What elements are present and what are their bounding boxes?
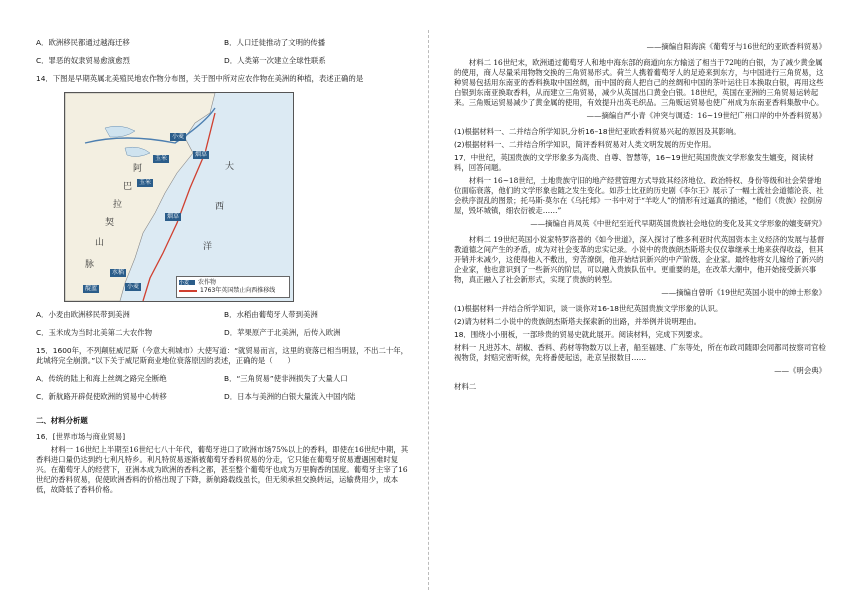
q16-heading: 16．[世界市场与商业贸易] xyxy=(36,431,126,441)
map-land-char-4: 契 xyxy=(105,217,115,228)
q13-option-c: C．罪恶的奴隶贸易愈演愈烈 xyxy=(36,55,130,65)
q13-options-row2 xyxy=(36,56,412,66)
q18-material-1: 材料一 凡进苏木、胡椒、香料、药材等物数万以上者，船至福建、广东等处，所在布政司随即会同都司按察司官检视物货，封赔完密听候，先将番使起送，赴京呈报数目…… xyxy=(454,342,826,362)
legend-row-line xyxy=(179,287,287,295)
q15-option-d: D．日本与美洲的白银大量流入中国内陆 xyxy=(224,391,356,401)
map-land-char-5: 山 xyxy=(95,237,105,248)
source-citation-1: ——摘编自阳海滨《葡萄牙与16世纪的亚欧香料贸易》 xyxy=(646,42,826,51)
source-citation-4: ——摘编自曾昕《19世纪英国小说中的绅士形象》 xyxy=(661,287,826,297)
q17-subquestion-2: (2)请为材料二小说中的贵族朗杰斯塔夫探索新的出路，并举例并说明理由。 xyxy=(454,316,701,326)
map-land-char-3: 拉 xyxy=(113,199,123,210)
q15-option-c: C．新航路开辟促使欧洲的贸易中心转移 xyxy=(36,391,167,401)
q15-stem: 15．1600年，不列颠驻威尼斯（今意大利城市）大使写道：“就贸易而言，这里的衰落已相当明显，不出二十年，此城将完全崩溃。”以下关于威尼斯商业地位衰落原因的表述，正确的是（ ） xyxy=(36,345,409,365)
source-citation-2: ——摘编自严小青《冲突与调适：16~19世纪广州口岸的中外香料贸易》 xyxy=(586,110,826,120)
q14-option-a: A．小麦由欧洲移民带到美洲 xyxy=(36,309,130,319)
crop-tag-1: 小麦 xyxy=(172,132,185,140)
map-land-char-1: 阿 xyxy=(133,163,143,174)
map-land-char-2: 巴 xyxy=(123,181,133,192)
q14-stem: 14．下图是早期英属北美殖民地农作物分布图，关于图中所对应农作物在美洲的种植，表述正确的是 xyxy=(36,73,364,83)
q14-options-row2 xyxy=(36,328,412,338)
q14-options-row1 xyxy=(36,310,412,320)
q14-option-b: B．水稻由葡萄牙人带到美洲 xyxy=(224,309,318,319)
q18-stem: 18．围绕小小朋板，一部珍贵的贸易史就此展开。阅读材料，完成下列要求。 xyxy=(454,329,708,339)
q13-option-b: B．人口迁徙推动了文明的传播 xyxy=(224,38,326,47)
crop-tag-3: 玉米 xyxy=(139,178,152,186)
q15-option-b: B．“三角贸易”使非洲损失了大量人口 xyxy=(224,373,348,383)
map-legend xyxy=(176,276,290,298)
q16-subquestion-1: (1)根据材料一、二并结合所学知识,分析16–18世纪亚欧香料贸易兴起的原因及其影响。 xyxy=(454,126,741,136)
map-ocean-char-1: 大 xyxy=(225,161,235,172)
right-column xyxy=(454,40,826,395)
map-land-char-6: 脉 xyxy=(85,259,95,270)
q16-material-2: 材料二 16世纪末，欧洲通过葡萄牙人和地中海东部的商道向东方输送了相当于72吨的白银，为了减少黄金属的使用，商人尽量采用物物交换的三角贸易形式。荷兰人携着葡萄牙人的足迹来到东方，与中国进行三角贸易，这种贸易包括用东南亚的香料换取中国丝绸，而中国的商人把自己的丝绸和中国的茶叶运往日本换取白银，再用这些白银到东南亚换取香料，从而建立三角贸易，减少从英国出口黄金白银。18世纪，英国在亚洲的三角贸易运转起来。三角贩运贸易减少了黄金属的使用，有效提升出英毛织品。三角贩运贸易也使广州成为东南亚香料集散中心。 xyxy=(454,57,824,107)
q15-options-row2 xyxy=(36,392,412,402)
source-citation-3: ——摘编自肖凤英《中世纪至近代早期英国贵族社会地位的变化及其文学形象的嬗变研究》 xyxy=(530,218,826,228)
legend-row-crop xyxy=(179,279,287,287)
crop-tag-8: 烟草 xyxy=(195,150,208,158)
legend-line-label: 1763年英国禁止向西推移线 xyxy=(200,286,276,294)
map-ocean-char-3: 洋 xyxy=(203,241,213,252)
left-column xyxy=(36,38,412,498)
q13-option-d: D．人类第一次建立全球性联系 xyxy=(224,55,326,65)
q16-subquestion-2: (2)根据材料一、二并结合所学知识，简评香料贸易对人类文明发展的历史作用。 xyxy=(454,139,716,149)
section-heading: 二、材料分析题 xyxy=(36,415,88,425)
legend-line-swatch xyxy=(179,290,197,292)
q14-option-d: D．苹果原产于北美洲，后传入欧洲 xyxy=(224,327,341,337)
q17-stem: 17．中世纪，英国贵族的文学形象多为高贵、自尊、智慧等，16~19世纪英国贵族文学形象发生嬗变，阅读材料，回答问题。 xyxy=(454,152,814,172)
q14-option-c: C．玉米成为当时北美第二大农作物 xyxy=(36,327,153,337)
q17-subquestion-1: (1)根据材料一并结合所学知识，谈一谈你对16-18世纪英国贵族文学形象的认识。 xyxy=(454,303,723,313)
q16-material-1: 材料一 16世纪上半期至16世纪七八十年代，葡萄牙进口了欧洲市场75%以上的香料，即使在16世纪中期，其香料进口量仍达到约七利凡特乡。利凡特贸易逐渐被葡萄牙香料贸易的分走，它只能在葡萄牙贸易遭遇困难时复兴。在葡萄牙人的经营下，亚洲本成为欧洲的香料之都，甚至整个葡萄牙也成为万里胸香的国度。葡萄牙主宰了16世纪的香料贸易，促使欧洲香料的价格出现了下降，新航路载线虽长，但无须承担交换转运，运输费用少，成本低，故降低了香料价格。 xyxy=(36,444,409,494)
q18-material-2: 材料二 xyxy=(454,381,477,391)
q15-option-a: A．传统的陆上和海上丝绸之路完全断绝 xyxy=(36,373,167,383)
crop-tag-6: 小麦 xyxy=(127,282,140,290)
crop-tag-2: 玉米 xyxy=(155,154,168,162)
q13-option-a: A．欧洲移民都通过越海迁移 xyxy=(36,38,130,47)
map-ocean-char-2: 西 xyxy=(215,201,225,212)
map-graphic xyxy=(65,93,293,301)
crop-distribution-map xyxy=(64,92,294,302)
legend-crop-swatch: 小麦 xyxy=(179,280,195,285)
q13-options-row1 xyxy=(36,38,412,48)
legend-crop-label: 农作物 xyxy=(198,278,217,286)
source-citation-5: ——《明会典》 xyxy=(774,365,826,375)
crop-tag-5: 水稻 xyxy=(112,268,125,276)
q17-material-2: 材料二 19世纪英国小说家特罗洛普的《如今世道》，深入探讨了维多利亚时代英国资本主义经济的发展与基督教道德之间产生的矛盾，成为对社会变革的忠实记录。小说中的贵族朗杰斯塔夫仅仅靠继承土地来获得收益，但其开销并未减少，这使得他入不敷出，穷苦潦倒，他开始结识新兴的中产阶级、企业家。最终他将女儿嫁给了新兴的企业家，他也意识到了一些新兴的阶层，可以融入贵族队伍中。更重要的是，在改革大潮中，他开始接受新兴事物，真正融入了社会新形式，实现了贵族的转型。 xyxy=(454,234,825,284)
q17-material-1: 材料一 16~18世纪，土地贵族守旧的地产经营管理方式导致其经济地位、政治特权、身份等级和社会荣誉地位面临衰落，他们的文学形象也随之发生变化。如莎士比亚的历史剧《李尔王》展示了一幅土流社会道德沦丧、社会秩序混乱的图景；托马斯·莫尔在《乌托邦》一书中对于“羊吃人”的情形有过逼真的描述，“他们（贵族）拉倒房屋，毁坏城镇，细农衍被走……” xyxy=(454,175,824,215)
crop-tag-7: 靛蓝 xyxy=(85,284,98,292)
q15-options-row1 xyxy=(36,374,412,384)
crop-tag-4: 烟草 xyxy=(167,212,180,220)
column-divider xyxy=(428,30,429,590)
